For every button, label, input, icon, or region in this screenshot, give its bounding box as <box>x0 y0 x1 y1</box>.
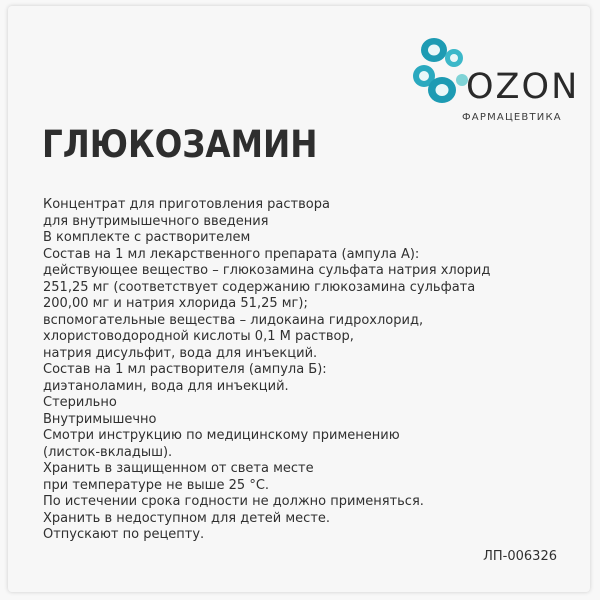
brand-name: OZON <box>466 67 580 107</box>
description-line: для внутримышечного введения <box>43 213 269 229</box>
brand-subtitle: ФАРМАЦЕВТИКА <box>462 112 562 123</box>
description-line: хлористоводородной кислоты 0,1 М раствор, <box>43 329 354 344</box>
description-line: вспомогательные вещества – лидокаина гидрохлорид, <box>43 312 424 328</box>
description-line: натрия дисульфит, вода для инъекций. <box>43 345 318 361</box>
package-panel <box>8 6 590 592</box>
product-description <box>43 197 573 544</box>
cell-cluster-icon <box>410 32 470 112</box>
description-line: диэтаноламин, вода для инъекций. <box>43 378 289 394</box>
description-line: при температуре не выше 25 °С. <box>43 477 270 493</box>
registration-number: ЛП-006326 <box>483 549 557 564</box>
description-line: Состав на 1 мл растворителя (ампула Б): <box>43 362 327 377</box>
description-line: действующее вещество – глюкозамина сульфата натрия хлорид <box>43 263 491 278</box>
description-line: Хранить в недоступном для детей месте. <box>43 510 331 526</box>
description-line: По истечении срока годности не должно применяться. <box>43 494 424 509</box>
description-line: Концентрат для приготовления раствора <box>43 197 330 212</box>
description-line: Отпускают по рецепту. <box>43 527 205 542</box>
description-line: Стерильно <box>43 395 117 410</box>
description-line: Хранить в защищенном от света месте <box>43 461 314 476</box>
brand-logo <box>410 32 580 132</box>
description-line: В комплекте с растворителем <box>43 230 251 245</box>
description-line: Внутримышечно <box>43 411 157 427</box>
product-title: ГЛЮКОЗАМИН <box>42 123 318 166</box>
description-line: Смотри инструкцию по медицинскому применению <box>43 428 400 443</box>
description-line: 251,25 мг (соответствует содержанию глюкозамина сульфата <box>43 279 476 295</box>
description-line: (листок-вкладыш). <box>43 444 173 460</box>
description-line: 200,00 мг и натрия хлорида 51,25 мг); <box>43 296 308 311</box>
description-line: Состав на 1 мл лекарственного препарата (ампула А): <box>43 246 420 262</box>
